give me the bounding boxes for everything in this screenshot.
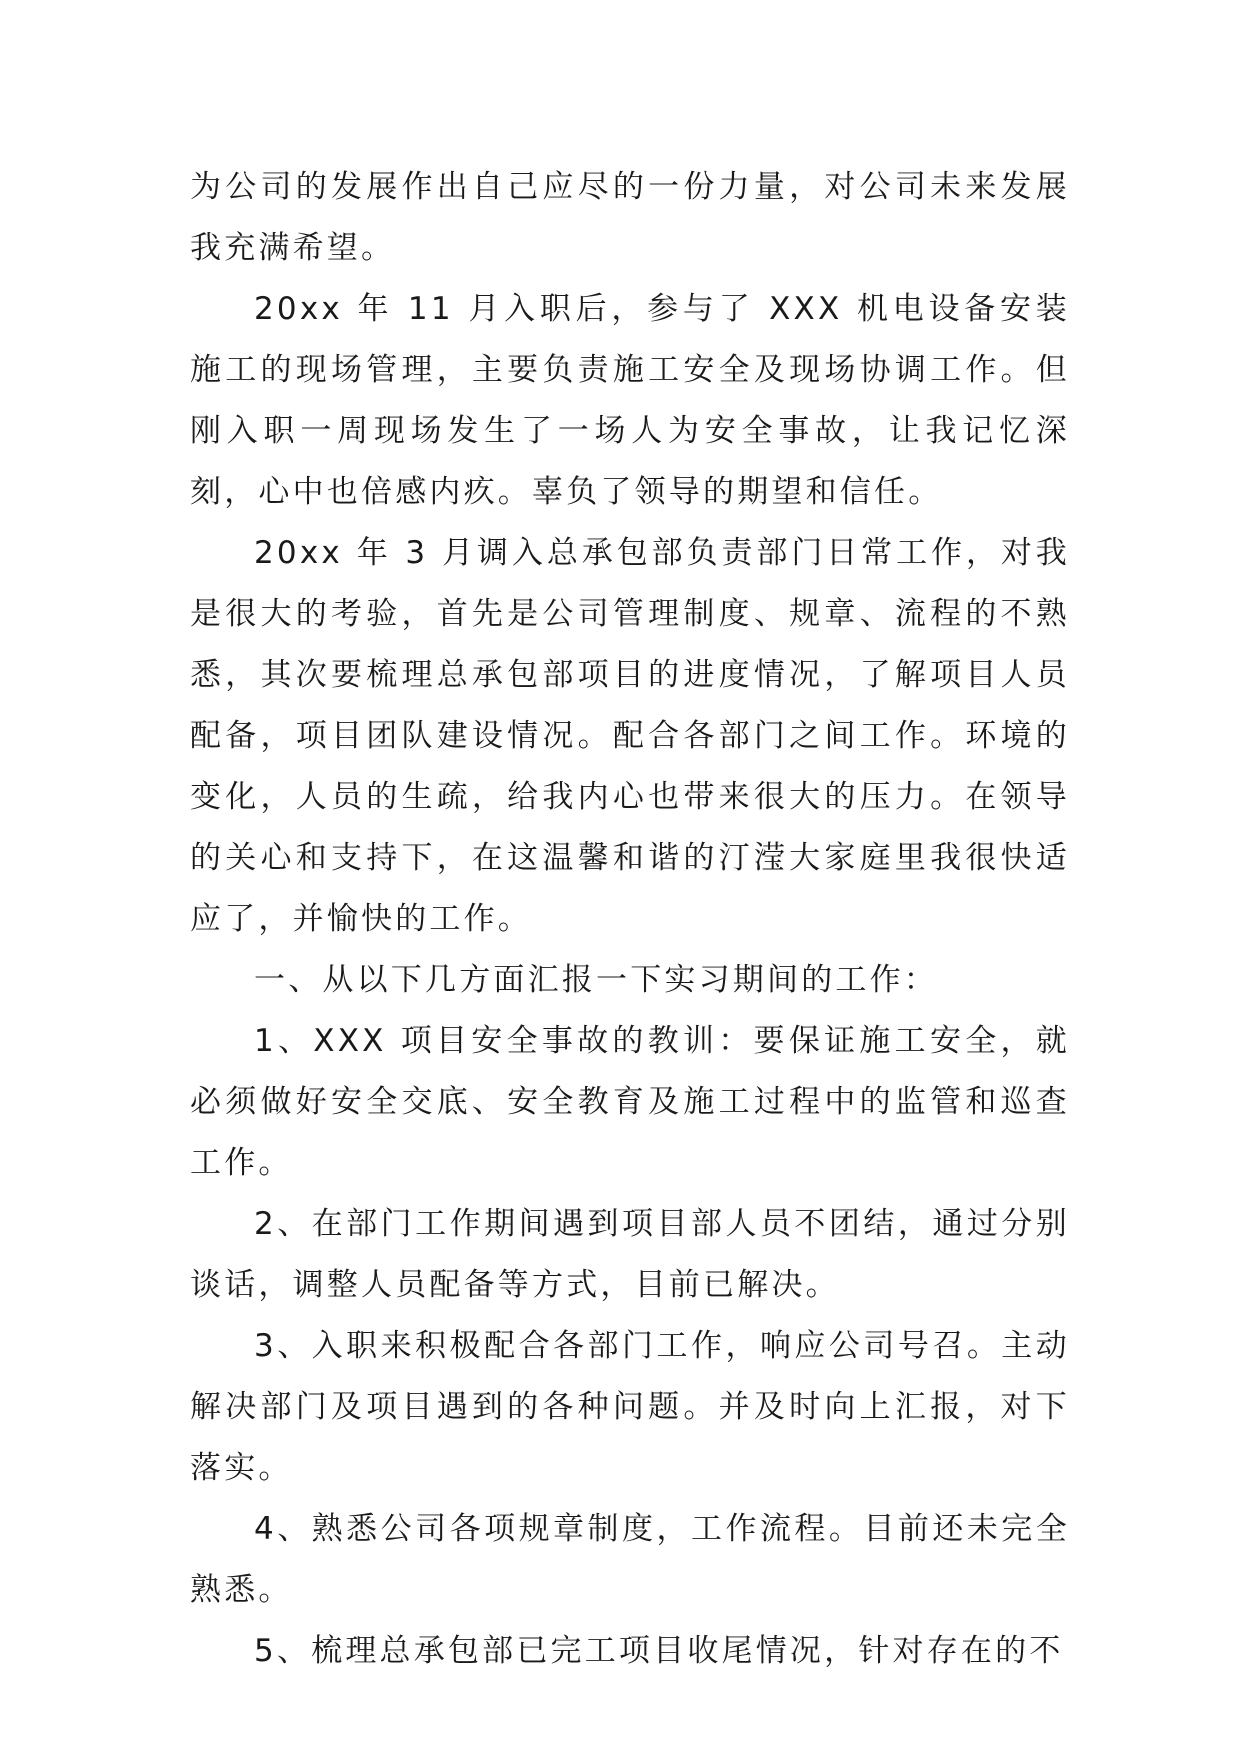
list-item-3: 3、入职来积极配合各部门工作，响应公司号召。主动解决部门及项目遇到的各种问题。并及时向上汇报，对下落实。 (190, 1328, 1070, 1486)
list-item-2: 2、在部门工作期间遇到项目部人员不团结，通过分别谈话，调整人员配备等方式，目前已解决。 (190, 1206, 1070, 1303)
list-item-5: 5、梳理总承包部已完工项目收尾情况，针对存在的不 (254, 1633, 1064, 1669)
section-heading-work-report: 一、从以下几方面汇报一下实习期间的工作： (254, 962, 938, 998)
list-item-1: 1、XXX 项目安全事故的教训：要保证施工安全，就必须做好安全交底、安全教育及施工过程中的监管和巡查工作。 (190, 1023, 1070, 1181)
paragraph-intro-continuation: 为公司的发展作出自己应尽的一份力量，对公司未来发展我充满希望。 (190, 169, 1070, 266)
document-body (190, 157, 1070, 1682)
list-item-4: 4、熟悉公司各项规章制度，工作流程。目前还未完全熟悉。 (190, 1511, 1070, 1608)
paragraph-onboarding: 20xx 年 11 月入职后，参与了 XXX 机电设备安装施工的现场管理，主要负责施工安全及现场协调工作。但刚入职一周现场发生了一场人为安全事故，让我记忆深刻，心中也倍感内疚。辜负了领导的期望和信任。 (190, 291, 1070, 510)
paragraph-transfer: 20xx 年 3 月调入总承包部负责部门日常工作，对我是很大的考验，首先是公司管理制度、规章、流程的不熟悉，其次要梳理总承包部项目的进度情况，了解项目人员配备，项目团队建设情况。配合各部门之间工作。环境的变化，人员的生疏，给我内心也带来很大的压力。在领导的关心和支持下，在这温馨和谐的汀滢大家庭里我很快适应了，并愉快的工作。 (190, 535, 1070, 937)
